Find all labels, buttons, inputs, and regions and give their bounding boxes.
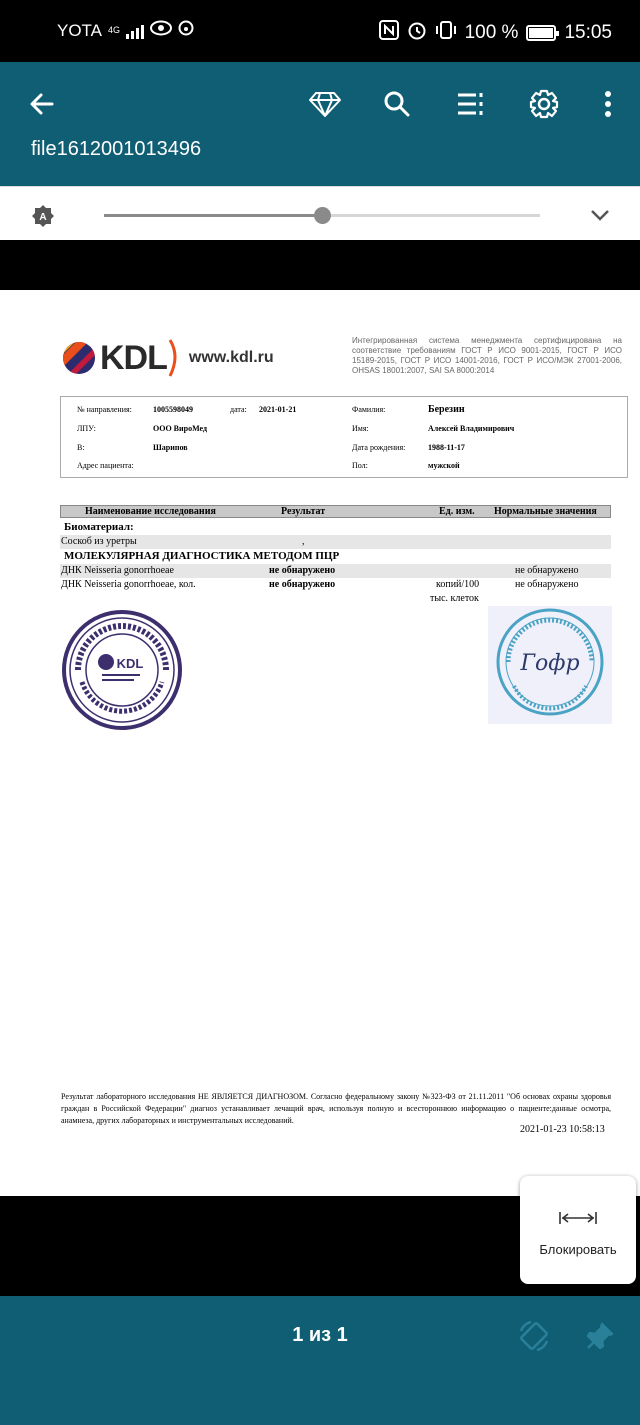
search-icon[interactable] [373, 80, 421, 128]
arrow-left-icon[interactable] [18, 80, 66, 128]
kdl-logo [62, 338, 274, 378]
brightness-slider-thumb[interactable] [314, 207, 331, 224]
diamond-icon[interactable] [301, 80, 349, 128]
biomaterial-value: Соскоб из уретры [61, 536, 137, 547]
surname-value: Березин [428, 404, 465, 415]
doctor-stamp [488, 606, 612, 724]
date-value: 2021-01-21 [259, 405, 297, 414]
eye-icon [150, 20, 172, 41]
birth-value: 1988-11-17 [428, 443, 465, 452]
auto-brightness-label: A [39, 212, 47, 223]
biomaterial-label: Биоматериал: [64, 521, 134, 533]
gear-icon[interactable] [520, 80, 568, 128]
name-label: Имя: [352, 424, 369, 433]
signal-icon [126, 23, 144, 39]
signature-text: Гофр [520, 651, 580, 676]
more-vertical-icon[interactable] [584, 80, 632, 128]
list-icon[interactable] [447, 80, 495, 128]
test-result: не обнаружено [269, 579, 336, 590]
lpu-value: ООО ВироМед [153, 424, 207, 433]
biomaterial-row [60, 535, 611, 549]
status-bar [0, 0, 640, 62]
chevron-down-icon[interactable] [589, 204, 611, 231]
referral-label: № направления: [77, 405, 132, 414]
disclaimer-text: Результат лабораторного исследования НЕ ЯВЛЯЕТСЯ ДИАГНОЗОМ. Согласно федеральному закону №323-ФЗ от 21.11.2011 "Об основах охраны здоровья граждан в Российской Федерации" диагноз устанавливает лечащий врач, используя полную и всестороннюю информацию о пациенте:данные осмотра, анамнеза, других лабораторных и инструментальных исследований. [61, 1092, 611, 1125]
referral-value: 1005598049 [153, 405, 193, 414]
file-name: file1612001013496 [31, 138, 202, 160]
col-result: Результат [281, 506, 326, 517]
address-label: Адрес пациента: [77, 461, 134, 470]
biomaterial-mark: , [302, 536, 305, 547]
test-unit: копий/100 [436, 579, 480, 590]
app-bar [0, 62, 640, 186]
brightness-slider-fill [104, 214, 322, 217]
auto-brightness-icon[interactable] [31, 204, 55, 228]
lpu-label: ЛПУ: [77, 424, 96, 433]
doctor-value: Шарипов [153, 443, 188, 452]
battery-icon [526, 25, 556, 41]
document-page [0, 290, 640, 1196]
date-label: дата: [230, 405, 247, 414]
sex-label: Пол: [352, 461, 368, 470]
name-value: Алексей Владимирович [428, 424, 515, 433]
test-name: ДНК Neisseria gonorrhoeae [61, 565, 174, 576]
network-type: 4G [108, 25, 121, 35]
test-unit-line2: тыс. клеток [430, 593, 479, 604]
nfc-icon [379, 20, 399, 46]
battery-percent: 100 % [464, 22, 519, 43]
test-name: ДНК Neisseria gonorrhoeae, кол. [61, 579, 196, 590]
section-title-row [60, 549, 611, 563]
clock: 15:05 [564, 22, 612, 43]
test-norm: не обнаружено [515, 565, 579, 576]
page-counter: 1 из 1 [292, 1324, 348, 1346]
table-row [60, 564, 611, 578]
seal-logo-text: KDL [116, 656, 144, 671]
carrier-label: YOTA [57, 20, 103, 40]
pin-icon[interactable] [576, 1312, 624, 1360]
kdl-logo-icon [62, 341, 96, 375]
logo-swoosh-icon [167, 338, 181, 378]
logo-url: www.kdl.ru [188, 349, 274, 366]
block-button[interactable] [520, 1176, 636, 1284]
vibrate-icon [435, 20, 457, 46]
certification-text: Интегрированная система менеджмента сертифицирована на соответствие требованиям ГОСТ Р ИСО 9001-2015, ГОСТ Р ИСО 15189-2015, ГОСТ Р ИСО 14001-2016, ГОСТ Р ИСО/МЭК 27001-2006, OHSAS 18001:2007, SAI SA 8000:2014 [352, 336, 622, 375]
surname-label: Фамилия: [352, 405, 386, 414]
results-table-header [60, 505, 611, 518]
birth-label: Дата рождения: [352, 443, 406, 452]
report-timestamp: 2021-01-23 10:58:13 [520, 1124, 605, 1135]
brightness-bar [0, 186, 640, 240]
horizontal-arrows-icon [558, 1210, 598, 1231]
doctor-label: В: [77, 443, 85, 452]
organization-seal [60, 608, 184, 732]
rotate-icon[interactable] [510, 1312, 558, 1360]
col-test-name: Наименование исследования [85, 506, 216, 517]
sex-value: мужской [428, 461, 460, 470]
col-unit: Ед. изм. [439, 506, 475, 517]
table-row [60, 578, 611, 606]
col-norm: Нормальные значения [494, 506, 597, 517]
block-button-label: Блокировать [539, 1242, 617, 1257]
music-icon [178, 20, 194, 41]
logo-text: KDL [100, 338, 167, 377]
alarm-icon [407, 20, 427, 46]
test-result: не обнаружено [269, 565, 336, 576]
section-title: МОЛЕКУЛЯРНАЯ ДИАГНОСТИКА МЕТОДОМ ПЦР [64, 550, 340, 562]
patient-info-box [60, 396, 628, 478]
bottom-bar [0, 1296, 640, 1425]
biomaterial-heading [60, 520, 611, 534]
test-norm: не обнаружено [515, 579, 579, 590]
